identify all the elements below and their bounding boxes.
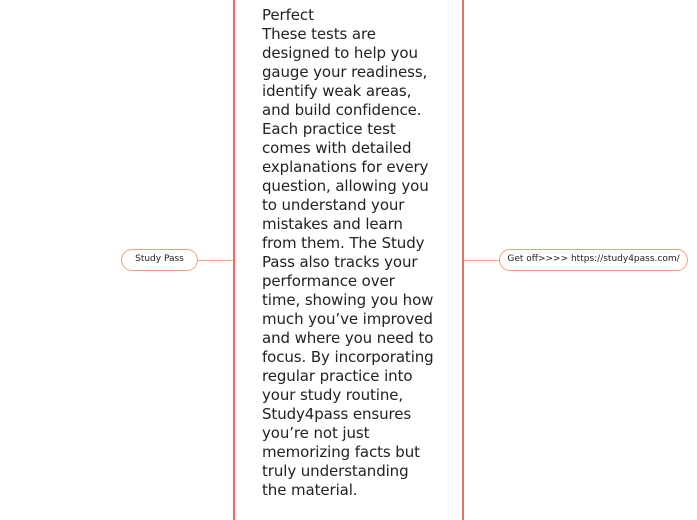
left-topic-node[interactable]: [121, 249, 198, 271]
left-connector-line: [197, 260, 234, 261]
central-topic-body: These tests are designed to help you gauge your readiness, identify weak areas, and build confidence. Each practice test comes with detailed explanations for every question, allowing you to understand your mistakes and learn from them. The Study Pass also tracks your performance over time, showing you how much you’ve improved and where you need to focus. By incorporating regular practice into your study routine, Study4pass ensures you’re not just memorizing facts but truly understanding the material.: [262, 25, 434, 499]
right-topic-label: Get off>>>> https://study4pass.com/: [507, 254, 680, 264]
central-topic-node[interactable]: [233, 0, 464, 520]
central-topic-heading: Perfect: [262, 6, 314, 24]
right-topic-node[interactable]: [499, 249, 688, 271]
right-connector-line: [463, 260, 500, 261]
left-topic-label: Study Pass: [135, 254, 184, 264]
